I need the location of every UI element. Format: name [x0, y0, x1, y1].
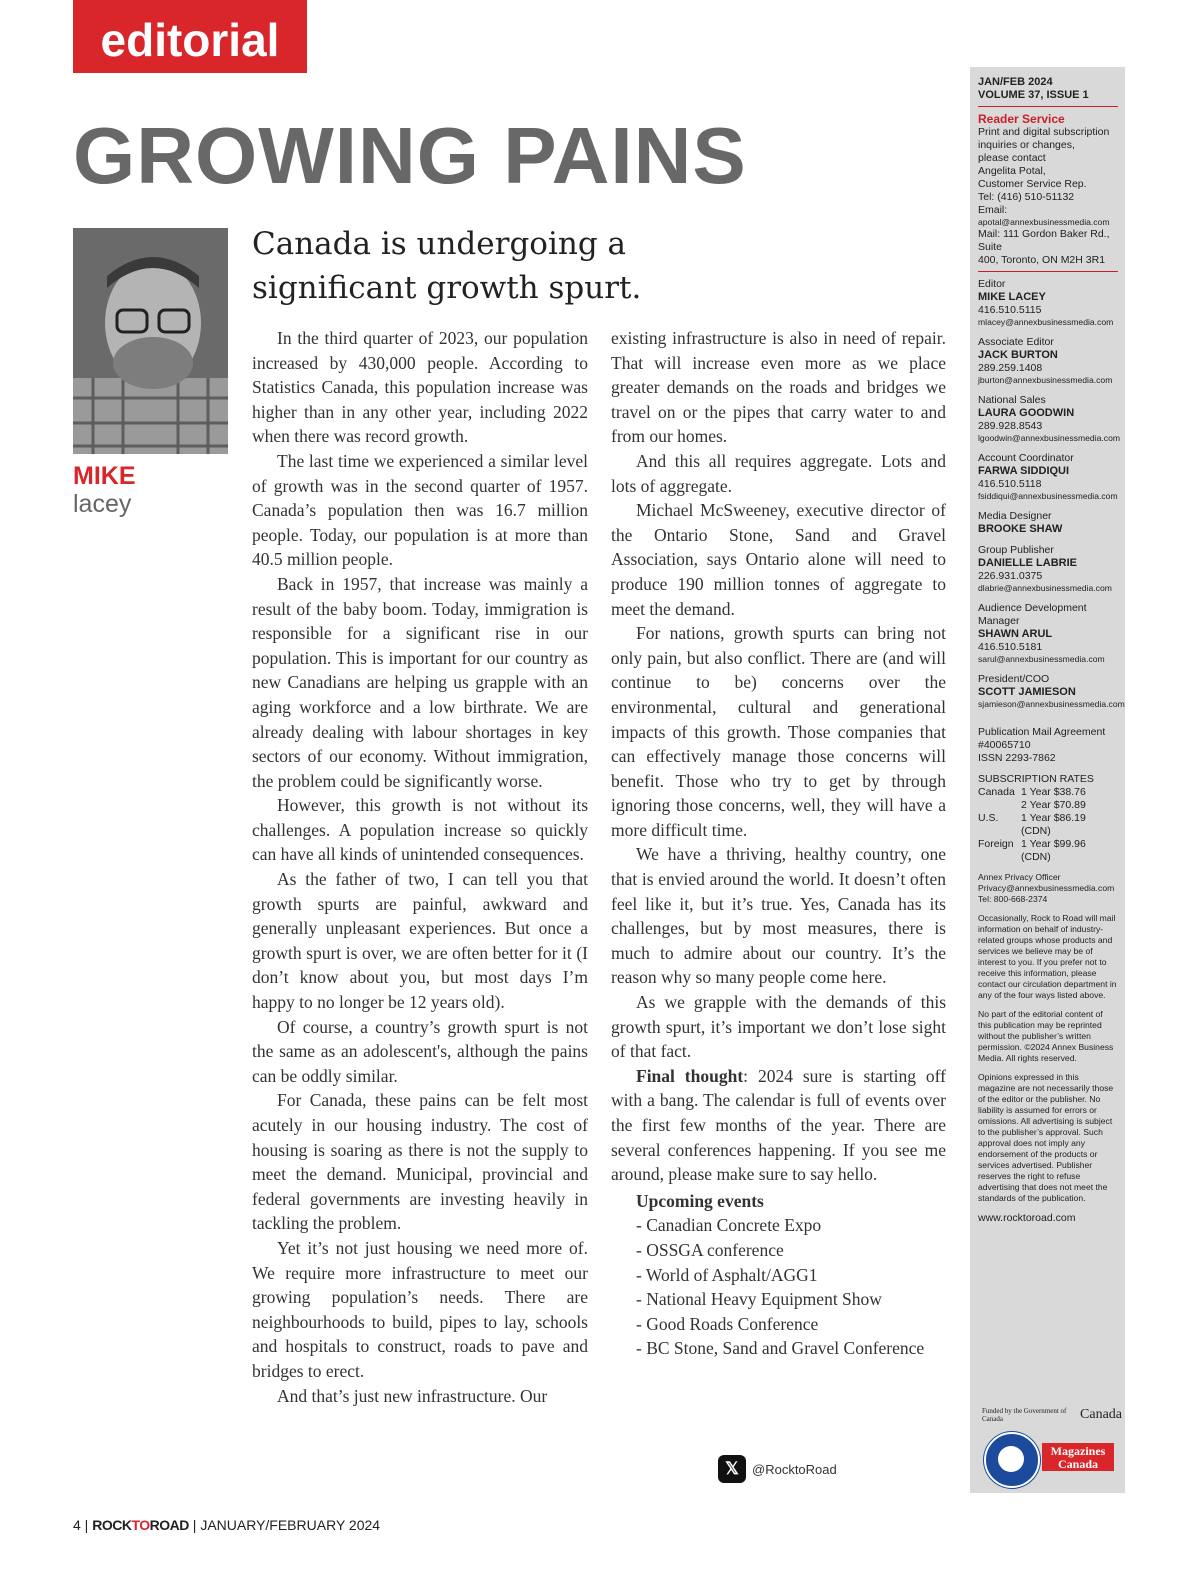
staff-phone: 416.510.5181	[978, 641, 1043, 653]
reader-service-line: Angelita Potal,	[978, 165, 1046, 177]
mail-agreement	[978, 726, 1118, 765]
copyright-notice: No part of the editorial content of this publication may be reprinted without the publisher’s written permission. ©2024 Annex Business Media. All rights reserved.	[978, 1009, 1114, 1063]
staff-phone: 416.510.5118	[978, 478, 1042, 490]
staff-group-publisher	[978, 544, 1118, 594]
website-link[interactable]: www.rocktoroad.com	[978, 1212, 1076, 1224]
paragraph: However, this growth is not without its challenges. A population increase so quickly can have all kinds of unintended consequences.	[252, 795, 588, 865]
staff-editor	[978, 278, 1118, 328]
author-first-name: MIKE	[73, 462, 136, 490]
staff-role: Audience Development Manager	[978, 602, 1087, 627]
event-item: - BC Stone, Sand and Gravel Conference	[636, 1338, 925, 1359]
reader-service-line: please contact	[978, 152, 1046, 164]
staff-account-coordinator	[978, 452, 1118, 502]
author-last-name: lacey	[73, 490, 132, 518]
author-photo	[73, 228, 228, 454]
paragraph: Back in 1957, that increase was mainly a result of the baby boom. Today, immigration is responsible for a significant rise in our population. This is important for our country as new Canadians are helping us grapple with an aging workforce and a low birthrate. We are already dealing with labour shortages in key sectors of our economy. Without immigration, the problem could be significantly worse.	[252, 573, 588, 791]
staff-email[interactable]: lgoodwin@annexbusinessmedia.com	[978, 433, 1121, 443]
paragraph: Of course, a country’s growth spurt is not the same as an adolescent's, although the pains can be oddly similar.	[252, 1016, 588, 1086]
mail-agreement-line: #40065710	[978, 739, 1031, 751]
reader-service-title: Reader Service	[978, 112, 1065, 126]
rate-row: Foreign 1 Year $99.96 (CDN)	[978, 838, 1086, 863]
event-item: - National Heavy Equipment Show	[636, 1289, 882, 1310]
staff-associate-editor	[978, 336, 1118, 386]
staff-role: Account Coordinator	[978, 452, 1074, 464]
staff-email[interactable]: mlacey@annexbusinessmedia.com	[978, 317, 1114, 327]
divider	[978, 106, 1118, 107]
page-footer: 4 | ROCKTOROAD | JANUARY/FEBRUARY 2024	[73, 1517, 381, 1533]
staff-national-sales	[978, 394, 1121, 444]
audit-seal-icon	[984, 1432, 1040, 1488]
funding-logos	[982, 1407, 1122, 1423]
staff-name: DANIELLE LABRIE	[978, 557, 1077, 569]
paragraph: In the third quarter of 2023, our population increased by 430,000 people. According to Statistics Canada, this population increase was higher than in any other year, including 2022 when there was record growth.	[252, 328, 588, 447]
magazines-canada-text: Magazines	[1050, 1444, 1106, 1458]
rate-row: 2 Year $70.89	[1021, 799, 1086, 811]
paragraph: And this all requires aggregate. Lots and lots of aggregate.	[611, 450, 946, 496]
issue-volume: VOLUME 37, ISSUE 1	[978, 89, 1089, 101]
paragraph: For Canada, these pains can be felt most acutely in our housing industry. The cost of housing is soaring as there is not the supply to meet the demand. Municipal, provincial and federal governments are investing heavily in tackling the problem.	[252, 1090, 588, 1234]
staff-phone: 289.259.1408	[978, 362, 1043, 374]
article-column-1	[252, 326, 588, 1408]
headline: GROWING PAINS	[73, 111, 747, 200]
page-number: 4	[73, 1517, 81, 1533]
masthead-sidebar	[970, 67, 1125, 1493]
canada-wordmark: Canada	[1080, 1407, 1122, 1422]
author-byline	[73, 462, 136, 518]
staff-name: JACK BURTON	[978, 349, 1058, 361]
twitter-handle[interactable]: @RocktoRoad	[752, 1461, 837, 1477]
magazine-brand: ROCKTOROAD	[92, 1517, 189, 1533]
reader-service-line: inquiries or changes,	[978, 139, 1075, 151]
privacy-line: Tel: 800-668-2374	[978, 894, 1048, 904]
x-logo-icon: 𝕏	[718, 1455, 746, 1483]
reader-service-line: Tel: (416) 510-51132	[978, 191, 1075, 203]
staff-name: MIKE LACEY	[978, 291, 1046, 303]
staff-phone: 416.510.5115	[978, 304, 1042, 316]
reader-service-line: Email:	[978, 204, 1008, 216]
rate-row: Canada 1 Year $38.76	[978, 786, 1086, 798]
paragraph: As the father of two, I can tell you that growth spurts are painful, awkward and generally unpleasant experiences. But once a growth spurt is over, we are often better for it (I don’t know about you, but most days I’m happy to no longer be 12 years old).	[252, 869, 588, 1013]
issue-date: JAN/FEB 2024	[978, 76, 1053, 88]
staff-name: SCOTT JAMIESON	[978, 686, 1076, 698]
staff-email[interactable]: jburton@annexbusinessmedia.com	[978, 375, 1113, 385]
privacy-line: Annex Privacy Officer	[978, 872, 1061, 882]
staff-email[interactable]: dlabrie@annexbusinessmedia.com	[978, 583, 1112, 593]
staff-audience-development	[978, 602, 1118, 665]
staff-phone: 289.928.8543	[978, 420, 1043, 432]
staff-email[interactable]: fsiddiqui@annexbusinessmedia.com	[978, 491, 1118, 501]
paragraph: The last time we experienced a similar level of growth was in the second quarter of 1957. Canada’s population then was 16.7 million people. Today, our population is at more than 40.5 million people.	[252, 450, 588, 570]
section-tag: editorial	[73, 0, 307, 73]
mail-agreement-line: Publication Mail Agreement	[978, 726, 1106, 738]
paragraph: We have a thriving, healthy country, one that is envied around the world. It doesn’t often feel like it, but it’s true. Yes, Canada has its challenges, but by most measures, there is much to admire about our country. It’s the reason why so many people come here.	[611, 844, 946, 988]
paragraph: And that’s just new infrastructure. Our	[277, 1385, 548, 1406]
mailing-notice: Occasionally, Rock to Road will mail information on behalf of industry-related groups whose products and services we believe may be of interest to you. If you prefer not to receive this information, please contact our circulation department in any of the four ways listed above.	[978, 913, 1117, 1000]
staff-name: FARWA SIDDIQUI	[978, 465, 1070, 477]
staff-role: Group Publisher	[978, 544, 1054, 556]
event-item: - World of Asphalt/AGG1	[636, 1264, 818, 1285]
staff-email[interactable]: sjamieson@annexbusinessmedia.com	[978, 699, 1125, 709]
rates-title: SUBSCRIPTION RATES	[978, 773, 1094, 785]
upcoming-events	[611, 1189, 946, 1361]
subscription-rates	[978, 786, 1118, 864]
privacy-email[interactable]: Privacy@annexbusinessmedia.com	[978, 883, 1115, 893]
reader-service-email[interactable]: apotal@annexbusinessmedia.com	[978, 217, 1110, 227]
staff-role: President/COO	[978, 673, 1050, 685]
final-thought	[611, 1064, 946, 1187]
staff-role: Editor	[978, 278, 1006, 290]
paragraph: Yet it’s not just housing we need more of. We require more infrastructure to meet our growing population’s needs. There are neighbourhoods to build, pipes to lay, schools and hospitals to construct, roads to pave and bridges to erect.	[252, 1237, 588, 1381]
final-thought-label: Final thought	[636, 1065, 744, 1086]
rate-row: U.S. 1 Year $86.19 (CDN)	[978, 812, 1086, 837]
reader-service-line: Customer Service Rep.	[978, 178, 1087, 190]
magazines-canada-text: Canada	[1057, 1457, 1098, 1471]
staff-role: Media Designer	[978, 510, 1052, 522]
paragraph: existing infrastructure is also in need of repair. That will increase even more as we place greater demands on the roads and bridges we travel on or the pipes that carry water to and from our homes.	[611, 328, 946, 447]
article-column-2	[611, 326, 946, 1361]
privacy-officer	[978, 872, 1118, 905]
magazines-canada-logo	[1042, 1443, 1114, 1471]
staff-email[interactable]: sarul@annexbusinessmedia.com	[978, 654, 1105, 664]
reader-service-line: Mail: 111 Gordon Baker Rd., Suite	[978, 228, 1110, 253]
opinions-notice: Opinions expressed in this magazine are not necessarily those of the editor or the publisher. No liability is assumed for errors or omissions. All advertising is subject to the publisher’s approval. Such approval does not imply any endorsement of the products or services advertised. Publisher reserves the right to refuse advertising that does not meet the standards of the publication.	[978, 1072, 1114, 1203]
staff-phone: 226.931.0375	[978, 570, 1043, 582]
twitter-link[interactable]	[718, 1455, 837, 1483]
event-item: - OSSGA conference	[636, 1239, 784, 1260]
paragraph: Michael McSweeney, executive director of the Ontario Stone, Sand and Gravel Association, says Ontario alone will need to produce 190 million tonnes of aggregate to meet the demand.	[611, 500, 946, 619]
government-canada-logo	[982, 1407, 1122, 1423]
final-thought-text: : 2024 sure is starting off with a bang. The calendar is full of events over the first few months of the year. There are several conferences happening. If you see me around, please make sure to say hello.	[611, 1065, 946, 1185]
staff-role: National Sales	[978, 394, 1046, 406]
deck: Canada is undergoing a significant growth spurt.	[252, 226, 642, 306]
paragraph: For nations, growth spurts can bring not only pain, but also conflict. There are (and will continue to be) concerns over the environmental, cultural and generational impacts of this growth. Those companies that can effectively manage those concerns will benefit. Those who try to get by through ignoring those concerns, well, they will have a more difficult time.	[611, 623, 946, 840]
staff-media-designer	[978, 510, 1118, 536]
funded-by-text: Funded by the Government of Canada	[982, 1407, 1067, 1423]
staff-name: SHAWN ARUL	[978, 628, 1053, 640]
event-item: - Good Roads Conference	[636, 1313, 819, 1334]
staff-role: Associate Editor	[978, 336, 1054, 348]
staff-president	[978, 673, 1125, 710]
event-item: - Canadian Concrete Expo	[636, 1215, 822, 1236]
reader-service-line: Print and digital subscription	[978, 126, 1110, 138]
reader-service-line: 400, Toronto, ON M2H 3R1	[978, 254, 1106, 266]
staff-name: BROOKE SHAW	[978, 523, 1063, 535]
mail-agreement-line: ISSN 2293-7862	[978, 752, 1056, 764]
paragraph: As we grapple with the demands of this growth spurt, it’s important we don’t lose sight of that fact.	[611, 992, 946, 1062]
staff-name: LAURA GOODWIN	[978, 407, 1075, 419]
footer-issue: JANUARY/FEBRUARY 2024	[200, 1517, 381, 1533]
events-heading: Upcoming events	[636, 1190, 764, 1211]
divider	[978, 271, 1118, 272]
